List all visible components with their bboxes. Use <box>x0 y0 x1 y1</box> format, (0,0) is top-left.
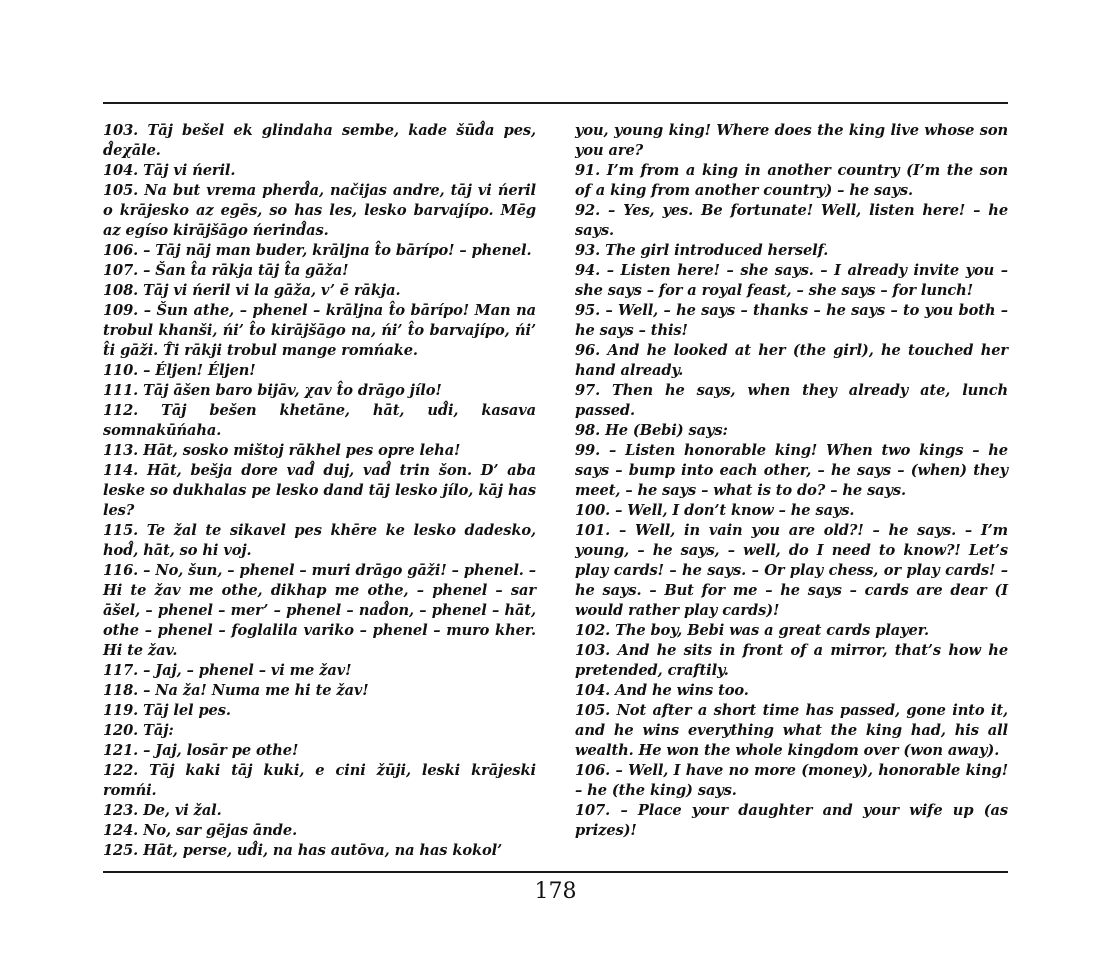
paragraph: 114. Hāt, bešja dore vad̂ duj, vad̂ trin šon. D’ aba leske so dukhalas pe lesko dand tāj lesko jílo, kāj has les? <box>103 462 536 519</box>
paragraph: 100. – Well, I don’t know – he says. <box>575 502 855 519</box>
paragraph: 125. Hāt, perse, ud̂i, na has autōva, na has kokol’ <box>103 842 503 859</box>
paragraph: 99. – Listen honorable king! When two kings – he says – bump into each other, – he says – (when) they meet, – he says – what is to do? – he says. <box>575 442 1008 499</box>
paragraph: 123. De, vi žal. <box>103 802 222 819</box>
paragraph: 109. – Šun athe, – phenel – krāljna t̂o bārípo! Man na trobul khanši, ńi’ t̂o kirājšāgo na, ńi’ t̂o barvajípo, ńi’ t̂i gāži. T̂i rākji trobul mange romńake. <box>103 302 536 359</box>
paragraph: 95. – Well, – he says – thanks – he says – to you both – he says – this! <box>575 302 1008 339</box>
paragraph: 122. Tāj kaki tāj kuki, e cini žūji, leski krājeski romńi. <box>103 762 536 799</box>
paragraph: 112. Tāj bešen khetāne, hāt, ud̂i, kasava somnakūńaha. <box>103 402 536 439</box>
paragraph: you, young king! Where does the king live whose son you are? <box>575 122 1008 159</box>
right-column <box>575 121 1008 841</box>
paragraph: 124. No, sar gējas ānde. <box>103 822 298 839</box>
paragraph: 107. – Šan t̂a rākja tāj t̂a gāža! <box>103 262 349 279</box>
paragraph: 105. Na but vrema pherd̂a, načijas andre, tāj vi ńeril o krājesko az egēs, so has les, lesko barvajípo. Mēg az egíso kirājšāgo ńerind̂as. <box>103 182 536 239</box>
paragraph: 106. – Tāj nāj man buder, krāljna t̂o bārípo! – phenel. <box>103 242 532 259</box>
paragraph: 115. Te žal te sikavel pes khēre ke lesko dadesko, hod̂, hāt, so hi voj. <box>103 522 536 559</box>
paragraph: 113. Hāt, sosko mištoj rākhel pes opre leha! <box>103 442 461 459</box>
bottom-rule <box>103 871 1008 873</box>
paragraph: 117. – Jaj, – phenel – vi me žav! <box>103 662 352 679</box>
top-rule <box>103 102 1008 104</box>
paragraph: 107. – Place your daughter and your wife up (as prizes)! <box>575 802 1008 839</box>
paragraph: 121. – Jaj, losār pe othe! <box>103 742 299 759</box>
paragraph: 111. Tāj āšen baro bijāv, χav t̂o drāgo jílo! <box>103 382 442 399</box>
paragraph: 102. The boy, Bebi was a great cards player. <box>575 622 929 639</box>
paragraph: 93. The girl introduced herself. <box>575 242 829 259</box>
paragraph: 110. – Éljen! Éljen! <box>103 362 256 379</box>
paragraph: 101. – Well, in vain you are old?! – he says. – I’m young, – he says, – well, do I need to know?! Let’s play cards! – he says. – Or play chess, or play cards! – he says. – But for me – he says – cards are dear (I would rather play cards)! <box>575 522 1008 619</box>
paragraph: 103. And he sits in front of a mirror, that’s how he pretended, craftily. <box>575 642 1008 679</box>
paragraph: 119. Tāj lel pes. <box>103 702 231 719</box>
paragraph: 120. Tāj: <box>103 722 174 739</box>
paragraph: 98. He (Bebi) says: <box>575 422 728 439</box>
paragraph: 94. – Listen here! – she says. – I already invite you – she says – for a royal feast, – she says – for lunch! <box>575 262 1008 299</box>
paragraph: 105. Not after a short time has passed, gone into it, and he wins everything what the king had, his all wealth. He won the whole kingdom over (won away). <box>575 702 1008 759</box>
paragraph: 106. – Well, I have no more (money), honorable king! – he (the king) says. <box>575 762 1008 799</box>
paragraph: 108. Tāj vi ńeril vi la gāža, v’ ē rākja. <box>103 282 401 299</box>
paragraph: 97. Then he says, when they already ate, lunch passed. <box>575 382 1008 419</box>
paragraph: 91. I’m from a king in another country (I’m the son of a king from another country) – he says. <box>575 162 1008 199</box>
paragraph: 96. And he looked at her (the girl), he touched her hand already. <box>575 342 1008 379</box>
paragraph: 104. Tāj vi ńeril. <box>103 162 236 179</box>
paragraph: 116. – No, šun, – phenel – muri drāgo gāži! – phenel. – Hi te žav me othe, dikhap me othe, – phenel – sar āšel, – phenel – mer’ – phenel – nad̂on, – phenel – hāt, othe – phenel – foglalila variko – phenel – muro kher. Hi te žav. <box>103 562 536 659</box>
paragraph: 118. – Na ža! Numa me hi te žav! <box>103 682 369 699</box>
paragraph: 103. Tāj bešel ek glindaha sembe, kade šūd̂a pes, d̂eχāle. <box>103 122 536 159</box>
page-number: 178 <box>534 879 577 904</box>
paragraph: 92. – Yes, yes. Be fortunate! Well, listen here! – he says. <box>575 202 1008 239</box>
paragraph: 104. And he wins too. <box>575 682 749 699</box>
left-column <box>103 121 536 861</box>
